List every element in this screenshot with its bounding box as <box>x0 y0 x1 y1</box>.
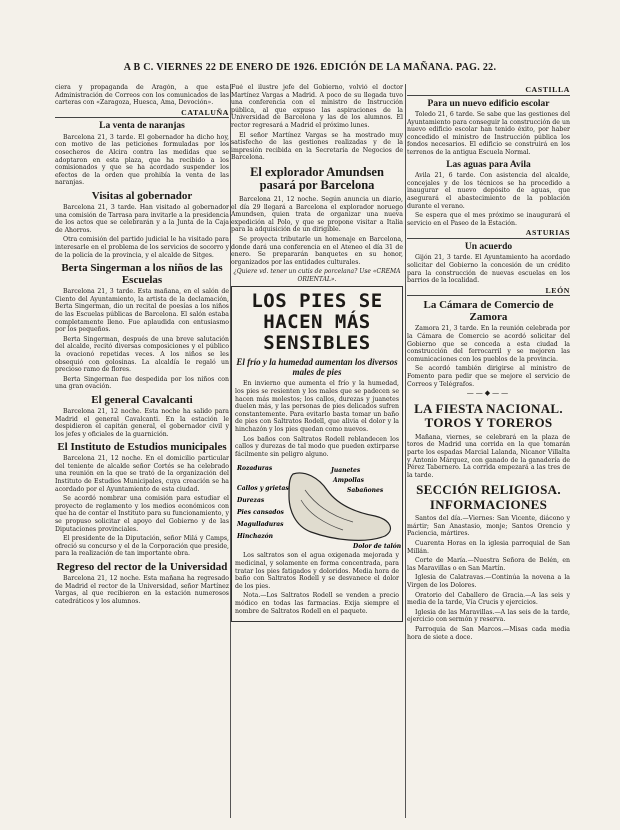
headline-singerman: Berta Singerman a los niños de las Escuelas <box>61 262 223 287</box>
illus-label: Durezas <box>237 497 265 505</box>
ad-subheadline: El frío y la humedad aumentan los diversos males de pies <box>236 357 398 378</box>
illus-label: Dolor de talón <box>353 543 402 551</box>
article-camara-text: Zamora 21, 3 tarde. En la reunión celebrada por la Cámara de Comercio se acordó solicitar del Gobierno que se conceda a esta ciudad la construcción del ferrocarril y se mejoren las comunicaciones con los pueblos de la provincia. <box>407 325 570 363</box>
article-fiesta-text: Mañana, viernes, se celebrará en la plaza de toros de Madrid una corrida en la que tomarán parte los espadas Marcial Lalanda, Nicanor Villalta y Antonio Márquez, con ganado de la ganadería de Pérez Tabernero. La corrida empezará a las tres de la tarde. <box>407 433 570 479</box>
headline-cavalcanti: El general Cavalcanti <box>91 393 193 406</box>
article-visitas-text-1: Barcelona 21, 3 tarde. Han visitado al gobernador una comisión de Tarrasa para invitarle a la presidencia de los actos que se celebrarán y a la Junta de la Caja de Ahorros. <box>55 204 229 234</box>
headline-instituto: El Instituto de Estudios municipales <box>57 441 227 454</box>
illus-label: Rozaduras <box>237 465 273 473</box>
headline-regreso-rector: Regreso del rector de la Universidad <box>56 561 228 573</box>
foot-illustration <box>235 460 403 550</box>
headline-camara-comercio: La Cámara de Comercio de Zamora <box>423 299 554 324</box>
article-intro-text: ciera y propaganda de Aragón, a que esta Administración de Correos con los comunicados de las carteras con «Zaragoza, Huesca, Ama, Devoción». <box>55 84 229 107</box>
illus-label: Callos y grietas <box>237 485 289 493</box>
article-aguas-text-2: Se espera que el mes próximo se inaugurará el servicio en el Paseo de la Estación. <box>407 212 570 227</box>
article-seccion-text-6: Iglesia de las Maravillas.—A las seis de la tarde, ejercicio con sermón y reserva. <box>407 608 570 624</box>
article-seccion-text-2: Cuarenta Horas en la iglesia parroquial de San Millán. <box>407 540 570 555</box>
article-visitas-text-2: Otra comisión del partido judicial le ha visitado para interesarle en el problema de los servicios de socorro y de la policía de la provincia, y el alcalde de Sitges. <box>55 236 229 259</box>
column-rule-right <box>405 84 406 818</box>
article-singerman-text-1: Barcelona 21, 3 tarde. Esta mañana, en el salón de Ciento del Ayuntamiento, la artista de la declamación, Berta Singerman, dio un recital de poesías a los niños de las Escuelas públicas de Barcelona. El salón estaba completamente lleno. Fue aplaudida con entusiasmo por los pequeños. <box>55 288 229 334</box>
illus-label: Pies cansados <box>237 509 284 517</box>
headline-amundsen: El explorador Amundsen pasará por Barcelona <box>250 164 384 193</box>
ornament-separator: ——◆—— <box>466 389 511 398</box>
headline-visitas: Visitas al gobernador <box>91 190 193 203</box>
article-amundsen-text-2: Se proyecta tributarle un homenaje en Barcelona, donde dará una conferencia en el Ateneo el día 31 de enero. Se prepararán banquetes en su honor, organizados por las entidades culturales. <box>231 235 403 266</box>
article-camara-text-2: Se acordó también dirigirse al ministro de Fomento para pedir que se mejore el servicio de Correos y Telégrafos. <box>407 365 570 388</box>
region-heading-leon: LEÓN <box>407 287 570 297</box>
illus-label: Hinchazón <box>237 533 273 541</box>
region-heading-asturias: ASTURIAS <box>407 229 570 239</box>
article-regreso-text: Barcelona 21, 12 noche. Esta mañana ha regresado de Madrid el rector de la Universidad, señor Martínez Vargas, al que recibieron en la estación numerosos catedráticos y los alumnos. <box>55 575 229 605</box>
column-1 <box>55 84 229 818</box>
headline-fiesta-nacional: LA FIESTA NACIONAL. TOROS Y TOREROS <box>414 400 563 431</box>
article-acuerdo-text: Gijón 21, 3 tarde. El Ayuntamiento ha acordado solicitar del Gobierno la concesión de un crédito para la construcción de nuevas escuelas en los barrios de la localidad. <box>407 254 570 285</box>
ad-text-1: En invierno que aumenta el frío y la humedad, los pies se resienten y los males que se padecen se hacen más molestos; los callos, durezas y juanetes duelen más, y las personas de pies delicados sufren constantemente. Para evitarlo basta tomar un baño de pies con Saltratos Rodell, que alivia el dolor y la hinchazón y los pies quedan como nuevos. <box>235 380 399 434</box>
page-header: A B C. VIERNES 22 DE ENERO DE 1926. EDICIÓN DE LA MAÑANA. PAG. 22. <box>123 62 497 73</box>
article-aguas-text: Avila 21, 6 tarde. Con asistencia del alcalde, concejales y de los técnicos se ha procedido a inaugurar el nuevo depósito de aguas, que asegurará el abastecimiento de la población durante el verano. <box>407 172 570 210</box>
article-instituto-text-3: El presidente de la Diputación, señor Milá y Camps, ofreció su concurso y el de la Corporación que preside, para la realización de tan importante obra. <box>55 535 229 558</box>
article-seccion-text-3: Corte de María.—Nuestra Señora de Belén, en las Maravillas o en San Martín. <box>407 557 570 572</box>
ad-text-2: Los baños con Saltratos Rodell reblandecen los callos y durezas de tal modo que pueden extirparse fácilmente sin peligro alguno. <box>235 435 399 458</box>
illus-label: Magulladuras <box>237 521 284 529</box>
article-continued-text-2: El señor Martínez Vargas se ha mostrado muy satisfecho de las gestiones realizadas y de la impresión recibida en la Secretaría de Negocios de Barcelona. <box>231 131 403 162</box>
column-2 <box>231 84 403 818</box>
article-seccion-text-1: Santos del día.—Viernes: San Vicente, diácono y mártir; San Anastasio, monje; Santos Orencio y Paciencia, mártires. <box>407 515 570 538</box>
headline-seccion-religiosa: SECCIÓN RELIGIOSA. INFORMACIONES <box>416 482 561 512</box>
illus-label: Ampollas <box>333 477 365 485</box>
article-cavalcanti-text: Barcelona 21, 12 noche. Esta noche ha salido para Madrid el general Cavalcanti. En la estación le despidieron el capitán general, el gobernador civil y los jefes y oficiales de la guarnición. <box>55 407 229 438</box>
article-singerman-text-2: Berta Singerman, después de una breve salutación del alcalde, recitó diversas composiciones y el público la ovacionó repetidas veces. A los niños se les obsequió con golosinas. La alcaldía le regaló un precioso ramo de flores. <box>55 335 229 374</box>
ad-text-3: Los saltratos son el agua oxigenada mejorada y medicinal, y solamente en forma concentrada, para tratar los pies fatigados y doloridos. Media hora de baño con Saltratos Rodell y se desvanece el dolor de los pies. <box>235 552 399 590</box>
article-naranjas-text: Barcelona 21, 3 tarde. El gobernador ha dicho hoy, con motivo de las peticiones formuladas por los cosecheros de Alcira contra las medidas que se adoptaron en esta plaza, que ha recibido a los comisionados y que se ha acordado suspender los efectos de la orden que prohibía la venta de las naranjas. <box>55 133 229 187</box>
article-instituto-text-1: Barcelona 21, 12 noche. En el domicilio particular del teniente de alcalde señor Cortés se ha celebrado una reunión en la que se trató de la organización del Instituto de Estudios Municipales, cuya creación se ha acordado por el Ayuntamiento de esta ciudad. <box>55 455 229 493</box>
headline-naranjas: La venta de naranjas <box>99 121 185 132</box>
ad-text-4: Nota.—Los Saltratos Rodell se venden a precio módico en todas las farmacias. Exija siempre el nombre de Saltratos Rodell en el paquete. <box>235 592 399 615</box>
region-heading-castilla: CASTILLA <box>407 86 570 96</box>
headline-acuerdo: Un acuerdo <box>464 241 513 252</box>
illus-label: Juanetes <box>331 467 361 475</box>
region-heading-cataluna: CATALUÑA <box>55 109 229 119</box>
advertisement-box <box>231 286 403 622</box>
article-seccion-text-5: Oratorio del Caballero de Gracia.—A las seis y media de la tarde, Vía Crucis y ejercicios. <box>407 591 570 607</box>
article-escolar-text: Toledo 21, 6 tarde. Se sabe que las gestiones del Ayuntamiento para conseguir la construcción de un nuevo edificio escolar han tenido éxito, por haber concedido el ministro de Instrucción pública los fondos necesarios. El edificio se construirá en los terrenos de la antigua Escuela Normal. <box>407 111 570 157</box>
headline-edificio-escolar: Para un nuevo edificio escolar <box>427 98 550 109</box>
article-seccion-text-7: Parroquia de San Marcos.—Misas cada media hora de siete a doce. <box>407 626 570 641</box>
article-seccion-text-4: Iglesia de Calatravas.—Continúa la novena a la Virgen de los Dolores. <box>407 574 570 590</box>
article-instituto-text-2: Se acordó nombrar una comisión para estudiar el proyecto de reglamento y los medios económicos con que ha de contar el Instituto para su funcionamiento, y se propuso solicitar el apoyo del Gobierno y de las Diputaciones provinciales. <box>55 495 229 533</box>
headline-aguas-avila: Las aguas para Avila <box>446 159 531 170</box>
article-continued-text: Fué el ilustre jefe del Gobierno, volvió el doctor Martínez Vargas a Madrid. A poco de su llegada tuvo una conferencia con el ministro de Instrucción pública, al que expuso las aspiraciones de la Universidad de Barcelona y las de los alumnos. El rector regresará a Madrid el próximo lunes. <box>231 84 403 129</box>
column-3 <box>407 84 570 818</box>
ad-notice-crema: ¿Quiere vd. tener un cutis de porcelana? Use «CREMA ORIENTAL». <box>233 268 401 283</box>
illus-label: Sabañones <box>347 487 384 495</box>
ad-headline: LOS PIES SE HACEN MÁS SENSIBLES <box>251 290 383 355</box>
article-amundsen-text-1: Barcelona 21, 12 noche. Según anuncia un diario, el día 29 llegará a Barcelona el explorador noruego Amundsen, quien trata de organizar una nueva expedición al Polo, y que se propone visitar a Italia para la adquisición de un dirigible. <box>231 195 403 234</box>
article-singerman-text-3: Berta Singerman fue despedida por los niños con una gran ovación. <box>55 375 229 391</box>
